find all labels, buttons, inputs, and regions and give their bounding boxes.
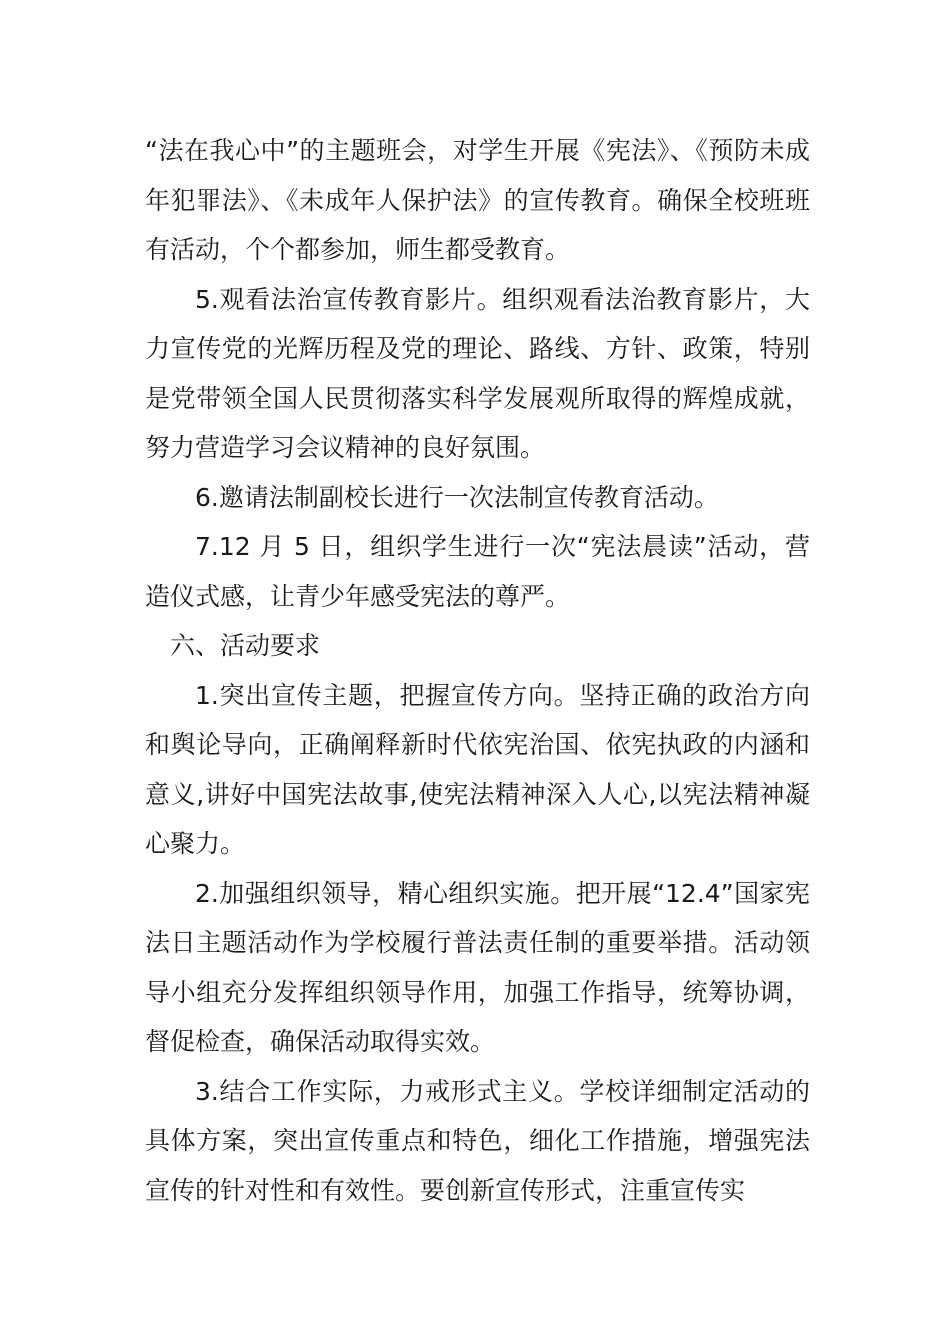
paragraph-continuation: “法在我心中”的主题班会，对学生开展《宪法》、《预防未成年犯罪法》、《未成年人保护法》的宣传教育。确保全校班班有活动，个个都参加，师生都受教育。 xyxy=(145,136,810,264)
paragraph-requirement-1: 1.突出宣传主题，把握宣传方向。坚持正确的政治方向和舆论导向，正确阐释新时代依宪治国、依宪执政的内涵和意义,讲好中国宪法故事,使宪法精神深入人心,以宪法精神凝心聚力。 xyxy=(145,680,810,858)
paragraph-item-6: 6.邀请法制副校长进行一次法制宣传教育活动。 xyxy=(195,482,719,512)
paragraph-requirement-2: 2.加强组织领导，精心组织实施。把开展“12.4”国家宪法日主题活动作为学校履行普法责任制的重要举措。活动领导小组充分发挥组织领导作用，加强工作指导，统筹协调，督促检查，确保活动取得实效。 xyxy=(145,878,810,1056)
section-heading: 六、活动要求 xyxy=(170,631,321,660)
paragraph-item-7: 7.12 月 5 日，组织学生进行一次“宪法晨读”活动，营造仪式感，让青少年感受宪法的尊严。 xyxy=(145,532,810,611)
paragraph-item-5: 5.观看法治宣传教育影片。组织观看法治教育影片，大力宣传党的光辉历程及党的理论、路线、方针、政策，特别是党带领全国人民贯彻落实科学发展观所取得的辉煌成就，努力营造学习会议精神的良好氛围。 xyxy=(145,284,810,462)
document-body xyxy=(145,126,810,1215)
paragraph-requirement-3: 3.结合工作实际，力戒形式主义。学校详细制定活动的具体方案，突出宣传重点和特色，细化工作措施，增强宪法宣传的针对性和有效性。要创新宣传形式，注重宣传实 xyxy=(145,1076,810,1205)
